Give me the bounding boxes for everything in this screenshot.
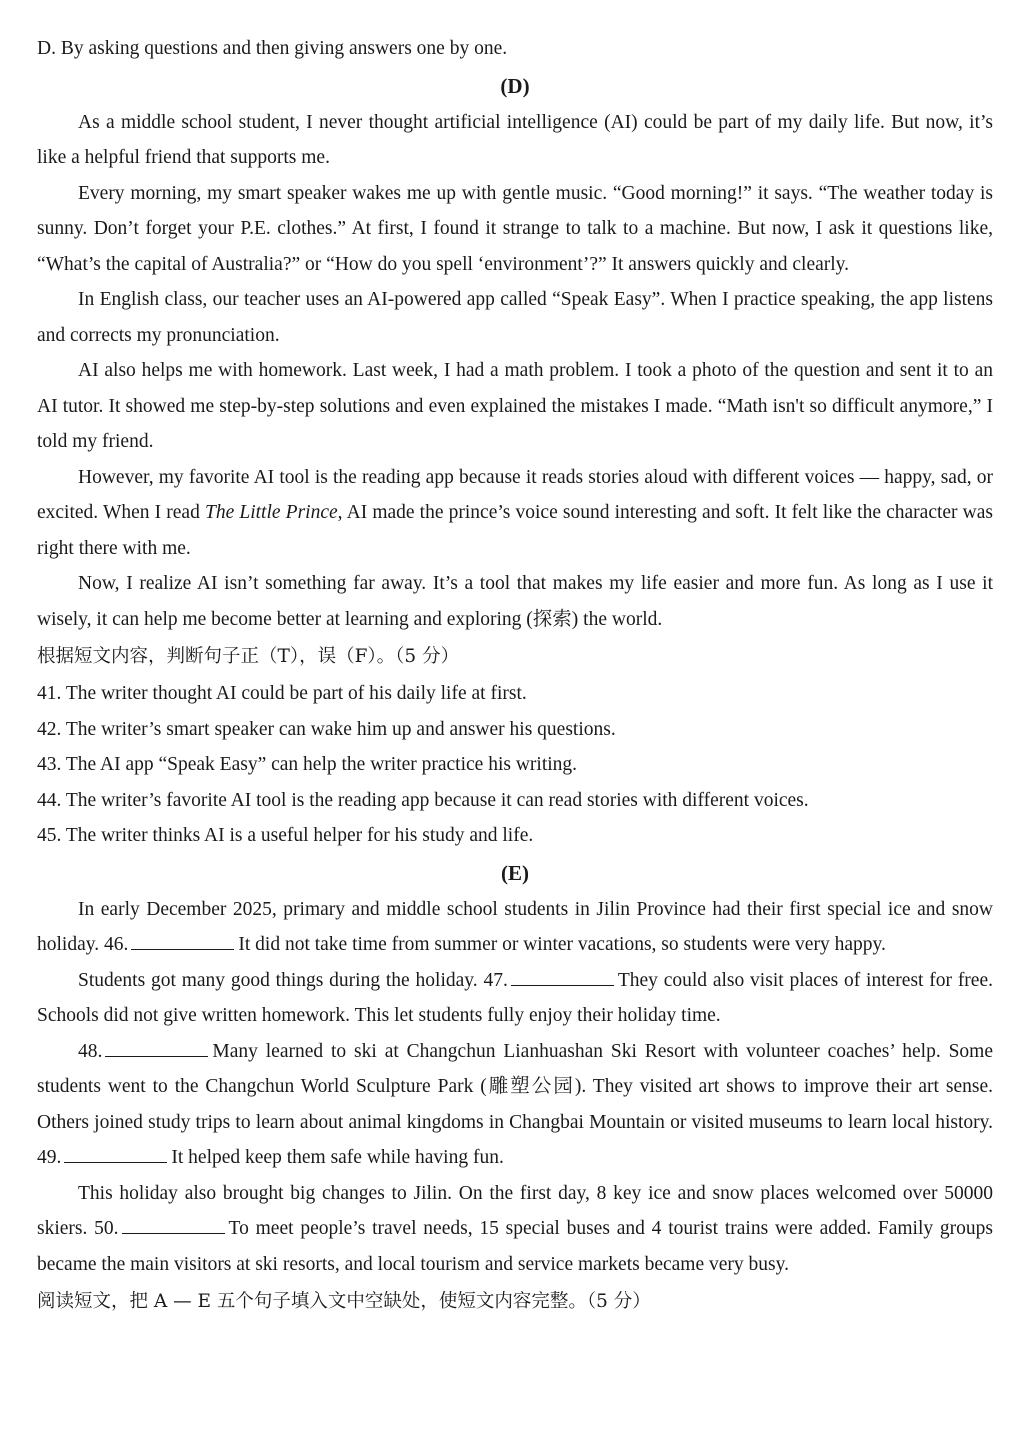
section-e-title: (E) xyxy=(501,860,529,885)
e-p1-text-a: In early December 2025, primary and middle school students in Jilin Province had their first special ice and snow holiday. 46. xyxy=(37,898,993,956)
section-e-paragraph-4 xyxy=(37,1176,993,1283)
section-d-paragraph-5 xyxy=(37,460,993,567)
blank-48[interactable] xyxy=(105,1038,208,1057)
e-p4-text-b: To meet people’s travel needs, 15 special buses and 4 tourist trains were added. Family groups became the main visitors at ski resorts, and local tourism and service markets became very busy. xyxy=(37,1218,993,1275)
option-d-line: D. By asking questions and then giving answers one by one. xyxy=(37,38,508,59)
e-p3-text-c: It helped keep them safe while having fun. xyxy=(171,1147,504,1169)
e-p3-text-a: 48. xyxy=(78,1040,103,1062)
section-d-title: (D) xyxy=(500,73,530,98)
e-p4-text-a: This holiday also brought big changes to Jilin. On the first day, 8 key ice and snow places welcomed over 50000 skiers. 50. xyxy=(37,1182,993,1240)
blank-46[interactable] xyxy=(131,931,234,950)
question-41: 41. The writer thought AI could be part of his daily life at first. xyxy=(37,683,527,704)
section-d-paragraph-1: As a middle school student, I never thought artificial intelligence (AI) could be part of my daily life. But now, it’s like a helpful friend that supports me. xyxy=(37,111,993,168)
section-e-instruction: 阅读短文，把 A — E 五个句子填入文中空缺处，使短文内容完整。（5 分） xyxy=(37,1291,651,1313)
paragraph-5-text-b: , AI made the prince’s voice sound interesting and soft. It felt like the character was right there with me. xyxy=(37,502,994,559)
blank-47[interactable] xyxy=(511,967,614,986)
e-p2-text-b: They could also visit places of interest for free. Schools did not give written homework. This let students fully enjoy their holiday time. xyxy=(37,969,993,1027)
paragraph-5-text-a: However, my favorite AI tool is the reading app because it reads stories aloud with different voices — happy, sad, or excited. When I read xyxy=(37,466,993,523)
question-42: 42. The writer’s smart speaker can wake him up and answer his questions. xyxy=(37,718,616,740)
blank-50[interactable] xyxy=(122,1215,225,1234)
section-d-paragraph-6: Now, I realize AI isn’t something far away. It’s a tool that makes my life easier and more fun. As long as I use it wisely, it can help me become better at learning and exploring (探索) the world. xyxy=(37,573,993,630)
section-e-paragraph-2 xyxy=(37,963,993,1034)
section-d-paragraph-4: AI also helps me with homework. Last week, I had a math problem. I took a photo of the question and sent it to an AI tutor. It showed me step-by-step solutions and even explained the mistakes I made. “Math isn't so difficult anymore,” I told my friend. xyxy=(37,360,993,452)
section-d-paragraph-3: In English class, our teacher uses an AI-powered app called “Speak Easy”. When I practice speaking, the app listens and corrects my pronunciation. xyxy=(37,289,993,346)
e-p2-text-a: Students got many good things during the holiday. 47. xyxy=(78,969,508,991)
blank-49[interactable] xyxy=(64,1144,167,1163)
section-e-paragraph-3 xyxy=(37,1034,993,1176)
e-p1-text-b: It did not take time from summer or winter vacations, so students were very happy. xyxy=(238,934,886,956)
e-p3-text-b: Many learned to ski at Changchun Lianhuashan Ski Resort with volunteer coaches’ help. Some students went to the Changchun World Sculpture Park (雕塑公园). They visited art shows to improve their art sense. Others joined study trips to learn about animal kingdoms in Changbai Mountain or visited museums to learn local history. 49. xyxy=(37,1040,993,1169)
book-title: The Little Prince xyxy=(204,502,338,523)
question-43: 43. The AI app “Speak Easy” can help the writer practice his writing. xyxy=(37,754,578,776)
section-e-paragraph-1 xyxy=(37,892,993,963)
section-d-paragraph-2: Every morning, my smart speaker wakes me up with gentle music. “Good morning!” it says. “The weather today is sunny. Don’t forget your P.E. clothes.” At first, I found it strange to talk to a machine. But now, I ask it questions like, “What’s the capital of Australia?” or “How do you spell ‘environment’?” It answers quickly and clearly. xyxy=(37,182,993,275)
question-44: 44. The writer’s favorite AI tool is the reading app because it can read stories with different voices. xyxy=(37,789,809,811)
question-45: 45. The writer thinks AI is a useful helper for his study and life. xyxy=(37,825,534,847)
section-d-instruction: 根据短文内容，判断句子正（T），误（F）。（5 分） xyxy=(37,646,460,667)
